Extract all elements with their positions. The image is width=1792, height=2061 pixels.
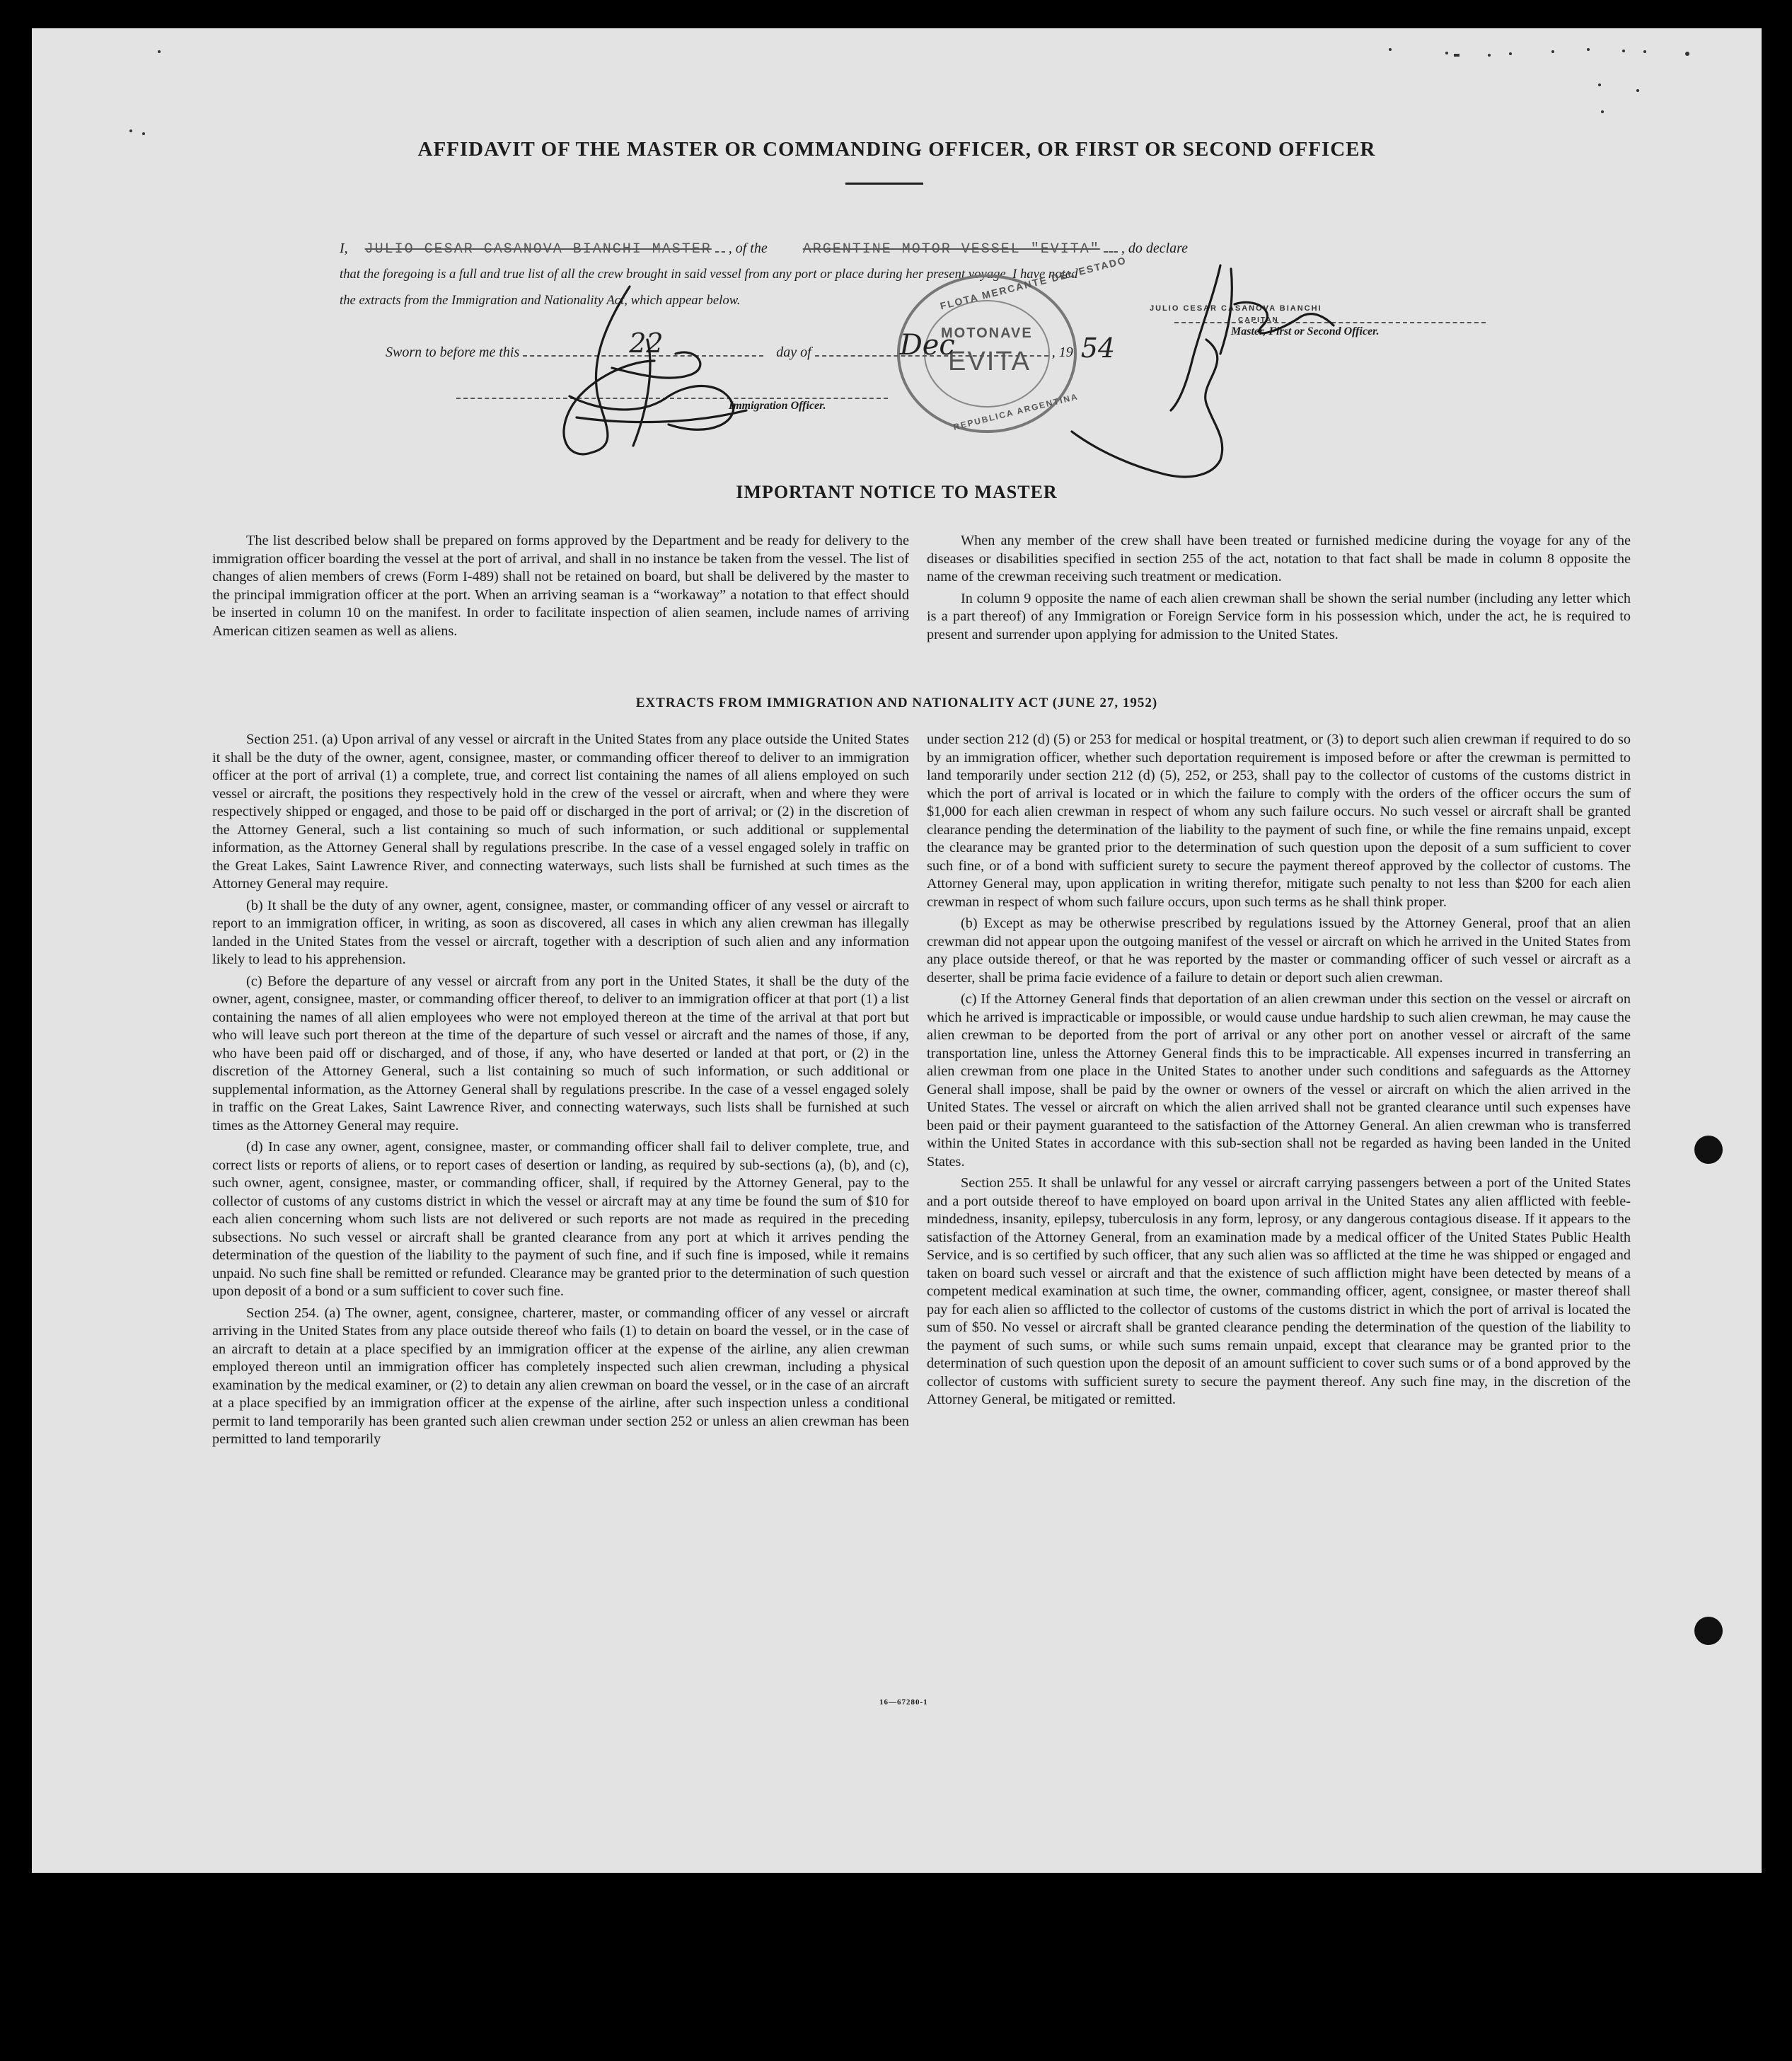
sworn-day-value: 22: [629, 328, 664, 359]
document-page: [32, 28, 1762, 1873]
extract-paragraph: (d) In case any owner, agent, consignee, master, or commanding officer shall fail to deliver complete, true, and correct lists or reports of aliens, or to report cases of desertion or landing, as required by sub-sections (a), (b), and (c), such owner, agent, consignee, master, or commanding officer, shall, if required by the Attorney General, pay to the collector of customs of any customs district in which the vessel or aircraft may at any time be found the sum of $10 for each alien concerning whom such lists are not delivered or such reports are not made as required in the preceding subsections. No such vessel or aircraft shall be granted clearance from any port at which it arrives pending the determination of the question of the liability to the payment of such fine, and if such fine is imposed, while it remains unpaid. No such fine shall be remitted or refunded. Clearance may be granted prior to the determination of such question upon deposit of a bond or a sum sufficient to cover such fine.: [212, 1139, 909, 1299]
extract-paragraph: Section 255. It shall be unlawful for any vessel or aircraft carrying passengers between a port of the United States and a port outside thereof to have employed on board upon arrival in the United States any alien afflicted with feeble-mindedness, insanity, epilepsy, tuberculosis in any form, leprosy, or any dangerous contagious disease. If it appears to the satisfaction of the Attorney General, from an examination made by a medical officer of the United States Public Health Service, and is so certified by such officer, that any such alien was so afflicted at the time he was shipped or engaged and taken on board such vessel or aircraft and that the existence of such affliction might have been detected by means of a competent medical examination at such time, the owner, commanding officer, agent, consignee, or master thereof shall pay for each alien so afflicted to the collector of customs of the customs district in which the port of arrival is located the sum of $50. No vessel or aircraft shall be granted clearance pending the determination of the question of the liability to the payment of such sums, or while such sums remain unpaid, except that clearance may be granted prior to the determination of such question upon the deposit of an amount sufficient to cover such sums or of a bond approved by the collector of customs with sufficient surety to secure the payment thereof. Any such fine may, in the discretion of the Attorney General, be mitigated or remitted.: [927, 1175, 1631, 1407]
extracts-title: EXTRACTS FROM IMMIGRATION AND NATIONALITY ACT (JUNE 27, 1952): [635, 695, 1158, 710]
punch-hole: [1694, 1617, 1723, 1645]
master-stamp-title: CAPITAN: [1238, 316, 1279, 324]
sworn-year-value: 54: [1080, 333, 1116, 364]
affidavit-title: AFFIDAVIT OF THE MASTER OR COMMANDING OFFICER, OR FIRST OR SECOND OFFICER: [417, 138, 1376, 161]
notice-left-column: [212, 532, 909, 644]
master-label: Master, First or Second Officer.: [1231, 325, 1380, 337]
master-stamp-name: JULIO CESAR CASANOVA BIANCHI: [1150, 304, 1322, 313]
notice-right-paragraph-2: In column 9 opposite the name of each alien crewman shall be shown the serial number (including any letter which is a part thereof) of any Immigration or Foreign Service form in his possession which, under the act, he is required to present and surrender upon applying for admission to the United States.: [927, 590, 1631, 642]
punch-hole: [1694, 1136, 1723, 1164]
extract-paragraph: Section 254. (a) The owner, agent, consignee, charterer, master, or commanding officer of any vessel or aircraft arriving in the United States from any place outside thereof who fails (1) to detain on board the vessel, or in the case of an aircraft to detain at a place specified by an immigration officer at the expense of the airline, any alien crewman employed thereon until an immigration officer has completely inspected such alien crewman, including a physical examination by the medical examiner, or (2) to detain any alien crewman on board the vessel, or in the case of an aircraft at a place specified by an immigration officer at the expense of the airline, after such inspection unless a conditional permit to land temporarily has been granted such alien crewman under section 252 or unless an alien crewman has been permitted to land temporarily: [212, 1305, 909, 1447]
sworn-year-prefix: , 19: [1051, 345, 1073, 360]
master-name-field: JULIO CESAR CASANOVA BIANCHI MASTER: [364, 241, 712, 258]
seal-top-text: FLOTA MERCANTE DEL ESTADO: [939, 254, 1128, 312]
notice-title: IMPORTANT NOTICE TO MASTER: [736, 482, 1058, 502]
form-footer-code: 16—67280-1: [879, 1698, 928, 1707]
notice-right-column: [927, 532, 1631, 647]
declaration-of-the: , of the: [728, 241, 768, 256]
extract-paragraph: (c) Before the departure of any vessel or aircraft from any port in the United States, it shall be the duty of the owner, agent, consignee, master, or commanding officer thereof, to deliver to an immigration officer at that port (1) a list containing the names of all alien employees who were not employed thereon at the time of the arrival at that port but who will leave such port thereon at the time of the departure of such vessel or aircraft and the names of those, if any, who have been paid off or discharged, and of those, if any, who have deserted or landed at that port, or (2) in the discretion of the Attorney General, such a list containing so much of such information, or such additional or supplemental information, as the Attorney General shall by regulations prescribe. In the case of a vessel engaged solely in traffic on the Great Lakes, Saint Lawrence River, and connecting waterways, such lists shall be furnished at such times as the Attorney General may require.: [212, 973, 909, 1133]
extract-paragraph: Section 251. (a) Upon arrival of any vessel or aircraft in the United States from any place outside the United States it shall be the duty of the owner, agent, consignee, master, or commanding officer thereof to deliver to an immigration officer at the port of arrival (1) a complete, true, and correct list containing the names of all aliens employed on such vessel or aircraft, the positions they respectively hold in the crew of the vessel or aircraft, when and where they were respectively shipped or engaged, and those to be paid off or discharged in the port of arrival; or (2) in the discretion of the Attorney General, such a list containing so much of such information, or such additional or supplemental information, as the Attorney General shall by regulations prescribe. In the case of a vessel engaged solely in traffic on the Great Lakes, Saint Lawrence River, and connecting waterways, such lists shall be furnished at such times as the Attorney General may require.: [212, 732, 909, 891]
extracts-right-column: [927, 731, 1631, 1413]
extracts-left-column: [212, 731, 909, 1453]
declaration-line-2: that the foregoing is a full and true list of all the crew brought in said vessel from any port or place during her present voyage. I have noted: [340, 267, 1078, 282]
extract-paragraph: under section 212 (d) (5) or 253 for medical or hospital treatment, or (3) to deport such alien crewman if required to do so by an immigration officer, whether such deportation requirement is imposed before or after the crewman is permitted to land temporarily under section 212 (d) (5), 252, or 253, shall pay to the collector of customs of the customs district in which the port of arrival is located or in which the failure to comply with the orders of the officer occurs the sum of $1,000 for each alien crewman in respect of whom any such failure occurs. No such vessel or aircraft shall be granted clearance pending the determination of the liability to the payment of such fine, or while the fine remains unpaid, except the clearance may be granted prior to the determination of such question upon the deposit of a sum sufficient to cover such fine, or of a bond with sufficient surety to secure the payment thereof approved by the collector of customs. The Attorney General may, upon application in writing therefor, mitigate such penalty to not less than $200 for each alien crewman in respect of whom such failure occurs, upon such terms as he shall think proper.: [927, 732, 1631, 910]
declaration-i: I,: [340, 241, 348, 256]
officer-label: Immigration Officer.: [729, 400, 826, 412]
extract-paragraph: (c) If the Attorney General finds that deportation of an alien crewman under this section on the vessel or aircraft on which he arrived is impracticable or impossible, or would cause undue hardship to such alien crewman, he may cause the alien crewman to be deported from the port of arrival or any other port on another vessel or aircraft of the same transportation line, unless the Attorney General finds this to be impracticable. All expenses incurred in transferring an alien crewman from one place in the United States to another under such conditions and safeguards as the Attorney General shall impose, shall be paid by the owner or owners of the vessel or aircraft on which the alien arrived in the United States. The vessel or aircraft on which the alien arrived shall not be granted clearance until such expenses have been paid or their payment guaranteed to the satisfaction of the Attorney General. An alien crewman who is transferred within the United States in accordance with this sub-section shall not be regarded as having been landed in the United States.: [927, 991, 1631, 1170]
notice-right-paragraph-1: When any member of the crew shall have been treated or furnished medicine during the voyage for any of the diseases or disabilities specified in section 255 of the act, notation to that fact shall be made in column 8 opposite the name of the crewman receiving such treatment or medication.: [927, 533, 1631, 584]
seal-bottom-text: REPUBLICA ARGENTINA: [952, 391, 1080, 432]
declaration-line-3: the extracts from the Immigration and Nationality Act, which appear below.: [340, 293, 741, 308]
notice-left-paragraph: The list described below shall be prepared on forms approved by the Department and be ready for delivery to the immigration officer boarding the vessel at the port of arrival, and shall in no instance be taken from the vessel. The list of changes of alien members of crews (Form I-489) shall not be retained on board, but shall be delivered by the master to the principal immigration officer at the port. When an arriving seaman is a “workaway” a notation to that effect should be inserted in column 10 on the manifest. In order to facilitate inspection of alien seamen, include names of arriving American citizen seamen as well as aliens.: [212, 533, 909, 639]
extract-paragraph: (b) It shall be the duty of any owner, agent, consignee, master, or commanding officer of any vessel or aircraft to report to an immigration officer, in writing, as soon as discovered, all cases in which any alien crewman has illegally landed in the United States from the vessel or aircraft, together with a description of such alien and any information likely to lead to his apprehension.: [212, 897, 909, 967]
seal-center-text-1: MOTONAVE: [941, 325, 1033, 341]
extract-paragraph: (b) Except as may be otherwise prescribed by regulations issued by the Attorney General, proof that an alien crewman did not appear upon the outgoing manifest of the vessel or aircraft on which he arrived in the United States from any place outside thereof, or that he was reported by the master or commanding officer of such vessel or aircraft as a deserter, shall be prima facie evidence of a failure to detain or deport such alien crewman.: [927, 916, 1631, 986]
handwritten-signatures: [32, 28, 1762, 524]
sworn-month-value: Dec: [899, 329, 955, 362]
sworn-prefix: Sworn to before me this: [386, 345, 520, 360]
vessel-name-field: ARGENTINE MOTOR VESSEL "EVITA": [802, 241, 1100, 258]
sworn-day-label: day of: [776, 345, 811, 360]
declaration-do-declare: , do declare: [1121, 241, 1189, 256]
seal-center-text-2: EVITA: [948, 347, 1031, 376]
